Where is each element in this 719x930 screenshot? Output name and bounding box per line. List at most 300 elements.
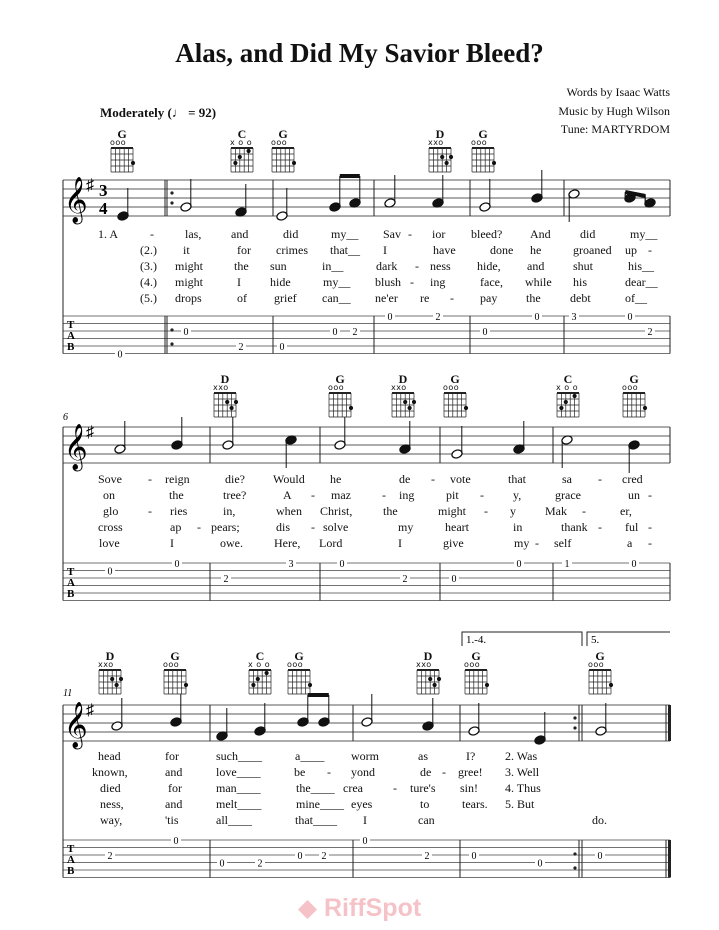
chord-name: G [335,372,345,386]
lyric-syllable: for [165,749,179,763]
tab-number: 2 [238,342,244,353]
lyric-syllable: - [648,243,652,257]
lyric-syllable: ness [430,259,451,273]
chord-name: G [595,649,605,663]
lyric-syllable: - [450,291,454,305]
tab-label-letter: B [67,341,75,353]
tab-number: 0 [451,574,457,585]
chord-name: D [220,372,230,386]
lyric-syllable: - [148,472,152,486]
lyric-syllable: I [398,536,402,550]
chord-string-marks: ooo [110,138,127,147]
lyric-syllable: 'tis [165,813,179,827]
tab-number: 0 [482,327,488,338]
chord-name: C [563,372,573,386]
chord-string-marks: xxo [391,383,407,392]
words-credit: Words by Isaac Watts [566,85,670,99]
lyric-syllable: eyes [351,797,373,811]
lyric-syllable: - [648,520,652,534]
chord-finger-dot [408,406,412,410]
lyric-syllable: de [420,765,432,779]
lyric-syllable: have [433,243,456,257]
chord-string-marks: ooo [163,660,180,669]
chord-finger-dot [184,683,188,687]
chord-finger-dot [256,677,260,681]
tab-number: 2 [257,858,263,870]
tune-credit: Tune: MARTYRDOM [560,122,670,136]
chord-finger-dot [234,400,238,404]
tab-number: 1 [564,559,570,570]
key-signature-sharp: ♯ [86,177,94,194]
lyric-syllable: his [573,275,588,289]
lyric-syllable: pay [480,291,498,305]
tab-number: 3 [288,559,294,570]
chord-string-marks: ooo [622,383,639,392]
chord-finger-dot [131,161,135,165]
tab-label-letter: B [67,588,75,600]
lyric-syllable: maz [331,488,351,502]
chord-name: G [278,127,288,141]
chord-string-marks: xxo [98,660,114,669]
lyric-syllable: love____ [216,765,261,779]
chord-finger-dot [492,161,496,165]
lyric-syllable: Sav [383,227,401,241]
lyric-syllable: all____ [216,813,252,827]
lyric-syllable: - [598,520,602,534]
lyric-syllable: ing [430,275,446,289]
tab-label-letter: T [67,319,75,331]
lyric-syllable: - [148,504,152,518]
lyric-syllable: (2.) [140,243,157,257]
tempo-label: Moderately [100,105,165,120]
lyric-syllable: 4. Thus [505,781,541,795]
lyric-syllable: his__ [628,259,655,273]
tab-label-letter: B [67,865,75,877]
lyric-syllable: I [237,275,241,289]
lyric-syllable: such____ [216,749,262,763]
lyric-syllable: cross [98,520,123,534]
repeat-end-dot [573,716,576,719]
lyric-syllable: a [627,536,633,550]
chord-finger-dot [433,683,437,687]
lyric-syllable: the [169,488,184,502]
chord-finger-dot [464,406,468,410]
lyric-syllable: Christ, [320,504,353,518]
key-signature-sharp: ♯ [86,424,94,441]
tab-label-letter: A [67,854,75,866]
time-signature-top: 3 [99,181,108,200]
lyric-syllable: 1. A [98,227,119,241]
chord-finger-dot [445,161,449,165]
lyric-syllable: ap [170,520,182,534]
lyric-syllable: the [234,259,249,273]
lyric-syllable: drops [175,291,202,305]
chord-finger-dot [230,406,234,410]
chord-name: C [255,649,265,663]
lyric-syllable: - [150,227,154,241]
chord-name: D [423,649,433,663]
lyric-syllable: as [418,749,428,763]
lyric-syllable: self [554,536,572,550]
lyric-syllable: y [510,504,516,518]
lyric-syllable: Would [273,472,305,486]
lyric-syllable: shut [573,259,594,273]
lyric-syllable: - [582,504,586,518]
lyric-syllable: did [580,227,596,241]
lyric-syllable: might [175,259,204,273]
tab-repeat-dot [170,342,173,345]
lyric-syllable: sa [562,472,572,486]
lyric-syllable: that [508,472,526,486]
lyric-syllable: a____ [295,749,325,763]
repeat-end-dot [573,726,576,729]
lyric-syllable: the____ [296,781,335,795]
lyric-syllable: - [408,227,412,241]
chord-name: G [471,649,481,663]
lyric-syllable: re [420,291,430,305]
chord-finger-dot [428,677,432,681]
chord-finger-dot [440,155,444,159]
tab-number: 0 [387,312,393,323]
chord-finger-dot [225,400,229,404]
lyric-syllable: 3. Well [505,765,540,779]
lyric-syllable: ness, [100,797,124,811]
tab-number: 0 [117,349,123,361]
lyric-syllable: Lord [319,536,343,550]
lyric-syllable: Mak [545,504,567,518]
chord-name: D [398,372,408,386]
chord-string-marks: ooo [271,138,288,147]
lyric-syllable: of__ [625,291,647,305]
tab-number: 0 [516,559,522,570]
lyric-syllable: And [530,227,551,241]
lyric-syllable: mine____ [296,797,344,811]
lyric-syllable: yond [351,765,375,779]
lyric-syllable: pears; [211,520,240,534]
lyric-syllable: my__ [630,227,658,241]
time-signature-bottom: 4 [99,199,108,218]
tab-final-barline-thick [668,840,671,878]
chord-finger-dot [115,683,119,687]
lyric-syllable: bleed? [471,227,503,241]
treble-clef-icon: 𝄞 [64,424,88,469]
lyric-syllable: when [276,504,302,518]
lyric-syllable: he [330,472,342,486]
chord-name: C [237,127,247,141]
lyric-syllable: I [363,813,367,827]
lyric-syllable: while [525,275,552,289]
lyric-syllable: - [415,259,419,273]
lyric-syllable: ior [432,227,446,241]
chord-string-marks: ooo [464,660,481,669]
chord-finger-dot [559,406,563,410]
lyric-syllable: - [393,781,397,795]
chord-string-marks: xxo [428,138,444,147]
lyric-syllable: can__ [322,291,351,305]
measure-number: 6 [63,412,68,423]
lyric-syllable: dear__ [625,275,658,289]
lyric-syllable: (5.) [140,291,157,305]
chord-finger-dot [573,394,577,398]
chord-finger-dot [265,671,269,675]
chord-name: G [170,649,180,663]
tab-number: 0 [627,312,633,323]
lyric-syllable: that____ [295,813,337,827]
chord-string-marks: ooo [287,660,304,669]
tab-number: 0 [219,858,225,870]
lyric-syllable: - [311,520,315,534]
chord-finger-dot [251,683,255,687]
lyric-syllable: the [383,504,398,518]
lyric-syllable: known, [92,765,128,779]
chord-finger-dot [485,683,489,687]
lyric-syllable: owe. [220,536,243,550]
tab-number: 2 [352,327,358,338]
lyric-syllable: might [438,504,467,518]
tab-repeat-dot [170,328,173,331]
lyric-syllable: did [283,227,299,241]
measure-number: 11 [63,688,73,699]
tab-number: 0 [173,836,179,847]
lyric-syllable: - [431,472,435,486]
chord-string-marks: x o o [248,660,271,669]
lyric-syllable: - [484,504,488,518]
tab-label-letter: A [67,330,75,342]
lyric-syllable: dark [376,259,398,273]
lyric-syllable: I [170,536,174,550]
chord-finger-dot [292,161,296,165]
repeat-dot [170,201,173,204]
lyric-syllable: for [168,781,182,795]
treble-clef-icon: 𝄞 [64,177,88,222]
lyric-syllable: 2. Was [505,749,538,763]
chord-string-marks: ooo [328,383,345,392]
lyric-syllable: die? [225,472,245,486]
lyric-syllable: face, [480,275,503,289]
lyric-syllable: cred [622,472,643,486]
lyric-syllable: Here, [274,536,301,550]
tab-number: 2 [647,327,653,338]
chord-name: D [105,649,115,663]
treble-clef-icon: 𝄞 [64,702,88,747]
tab-number: 2 [321,851,327,862]
chord-finger-dot [233,161,237,165]
tab-label-letter: T [67,843,75,855]
lyric-syllable: tree? [223,488,247,502]
final-barline-thick [668,705,671,741]
lyric-syllable: hide, [477,259,501,273]
chord-name: G [478,127,488,141]
tab-number: 2 [424,851,430,862]
tab-number: 2 [402,574,408,585]
chord-finger-dot [238,155,242,159]
tab-number: 0 [174,559,180,570]
chord-finger-dot [247,149,251,153]
lyric-syllable: way, [100,813,123,827]
lyric-syllable: las, [185,227,202,241]
lyric-syllable: - [598,472,602,486]
lyric-syllable: pit [446,488,459,502]
chord-name: G [294,649,304,663]
tab-number: 2 [107,851,113,862]
lyric-syllable: my__ [323,275,351,289]
chord-finger-dot [449,155,453,159]
lyric-syllable: debt [570,291,591,305]
lyric-syllable: - [327,765,331,779]
chord-string-marks: x o o [556,383,579,392]
lyric-syllable: ture's [410,781,436,795]
volta-label: 5. [591,634,600,646]
lyric-syllable: man____ [216,781,261,795]
brand-name: RiffSpot [323,894,422,922]
lyric-syllable: de [399,472,411,486]
repeat-dot [170,191,173,194]
volta-label: 1.-4. [466,634,487,646]
tab-number: 0 [537,858,543,870]
lyric-syllable: my [398,520,414,534]
lyric-syllable: heart [445,520,469,534]
lyric-syllable: of [237,291,247,305]
chord-finger-dot [119,677,123,681]
chord-name: G [117,127,127,141]
tab-number: 0 [631,559,637,570]
lyric-syllable: thank [561,520,588,534]
lyric-syllable: grief [274,291,297,305]
chord-string-marks: xxo [416,660,432,669]
lyric-syllable: give [443,536,464,550]
lyric-syllable: ful [625,520,639,534]
lyric-syllable: gree! [458,765,483,779]
chord-string-marks: ooo [588,660,605,669]
lyric-syllable: glo [103,504,119,518]
lyric-syllable: love [99,536,120,550]
lyric-syllable: that__ [330,243,360,257]
lyric-syllable: on [103,488,115,502]
lyric-syllable: in__ [322,259,344,273]
lyric-syllable: tears. [462,797,488,811]
tab-number: 0 [471,851,477,862]
chord-finger-dot [349,406,353,410]
lyric-syllable: (4.) [140,275,157,289]
lyric-syllable: melt____ [216,797,262,811]
lyric-syllable: he [530,243,542,257]
volta-bracket-2 [587,632,670,646]
lyric-syllable: to [420,797,430,811]
lyric-syllable: - [311,488,315,502]
lyric-syllable: solve [323,520,349,534]
chord-string-marks: x o o [230,138,253,147]
lyric-syllable: in, [223,504,236,518]
lyric-syllable: blush [375,275,402,289]
lyric-syllable: - [442,765,446,779]
lyric-syllable: died [100,781,121,795]
lyric-syllable: - [480,488,484,502]
riffspot-logo [0,893,719,923]
tab-label-letter: T [67,566,75,578]
tab-number: 0 [332,327,338,338]
lyric-syllable: done [490,243,514,257]
lyric-syllable: in [513,520,523,534]
lyric-syllable: sun [270,259,287,273]
lyric-syllable: for [237,243,251,257]
lyric-syllable: vote [450,472,471,486]
tab-number: 2 [223,574,229,585]
lyric-syllable: groaned [573,243,612,257]
lyric-syllable: I [383,243,387,257]
lyric-syllable: hide [270,275,291,289]
chord-finger-dot [412,400,416,404]
lyric-syllable: be [294,765,306,779]
lyric-syllable: the [526,291,541,305]
chord-finger-dot [308,683,312,687]
tab-number: 0 [279,342,285,353]
lyric-syllable: might [175,275,204,289]
chord-finger-dot [564,400,568,404]
lyric-syllable: ing [399,488,415,502]
lyric-syllable: ne'er [375,291,398,305]
tab-number: 2 [435,312,441,323]
pick-icon: ◆ [297,894,324,922]
chord-name: G [629,372,639,386]
chord-name: G [450,372,460,386]
chord-finger-dot [643,406,647,410]
tab-label-letter: A [67,577,75,589]
lyric-syllable: I? [466,749,476,763]
chord-string-marks: ooo [443,383,460,392]
lyric-syllable: reign [165,472,190,486]
lyric-syllable: worm [351,749,379,763]
lyric-syllable: can [418,813,435,827]
chord-string-marks: ooo [471,138,488,147]
lyric-syllable: up [625,243,637,257]
lyric-syllable: sin! [460,781,478,795]
lyric-syllable: (3.) [140,259,157,273]
tab-number: 0 [183,327,189,338]
lyric-syllable: do. [592,813,607,827]
lyric-syllable: er, [620,504,632,518]
tab-number: 0 [597,851,603,862]
lyric-syllable: - [648,488,652,502]
lyric-syllable: my__ [331,227,359,241]
tab-number: 0 [534,312,540,323]
lyric-syllable: y, [513,488,522,502]
chord-finger-dot [609,683,613,687]
lyric-syllable: 5. But [505,797,535,811]
lyric-syllable: - [382,488,386,502]
lyric-syllable: - [648,536,652,550]
lyric-syllable: head [98,749,121,763]
chord-name: D [435,127,445,141]
chord-finger-dot [437,677,441,681]
lyric-syllable: un [628,488,640,502]
chord-finger-dot [110,677,114,681]
lyric-syllable: and [231,227,249,241]
chord-finger-dot [403,400,407,404]
lyric-syllable: dis [276,520,291,534]
lyric-syllable: crea [343,781,363,795]
chord-string-marks: xxo [213,383,229,392]
lyric-syllable: A [283,488,292,502]
tab-number: 0 [362,836,368,847]
quarter-note-icon: ♩ [171,105,185,120]
lyric-syllable: - [197,520,201,534]
tab-number: 0 [297,851,303,862]
lyric-syllable: crimes [276,243,308,257]
tab-repeat-end-dot [573,866,576,869]
tab-number: 0 [339,559,345,570]
lyric-syllable: and [165,797,183,811]
tab-repeat-end-dot [573,852,576,855]
